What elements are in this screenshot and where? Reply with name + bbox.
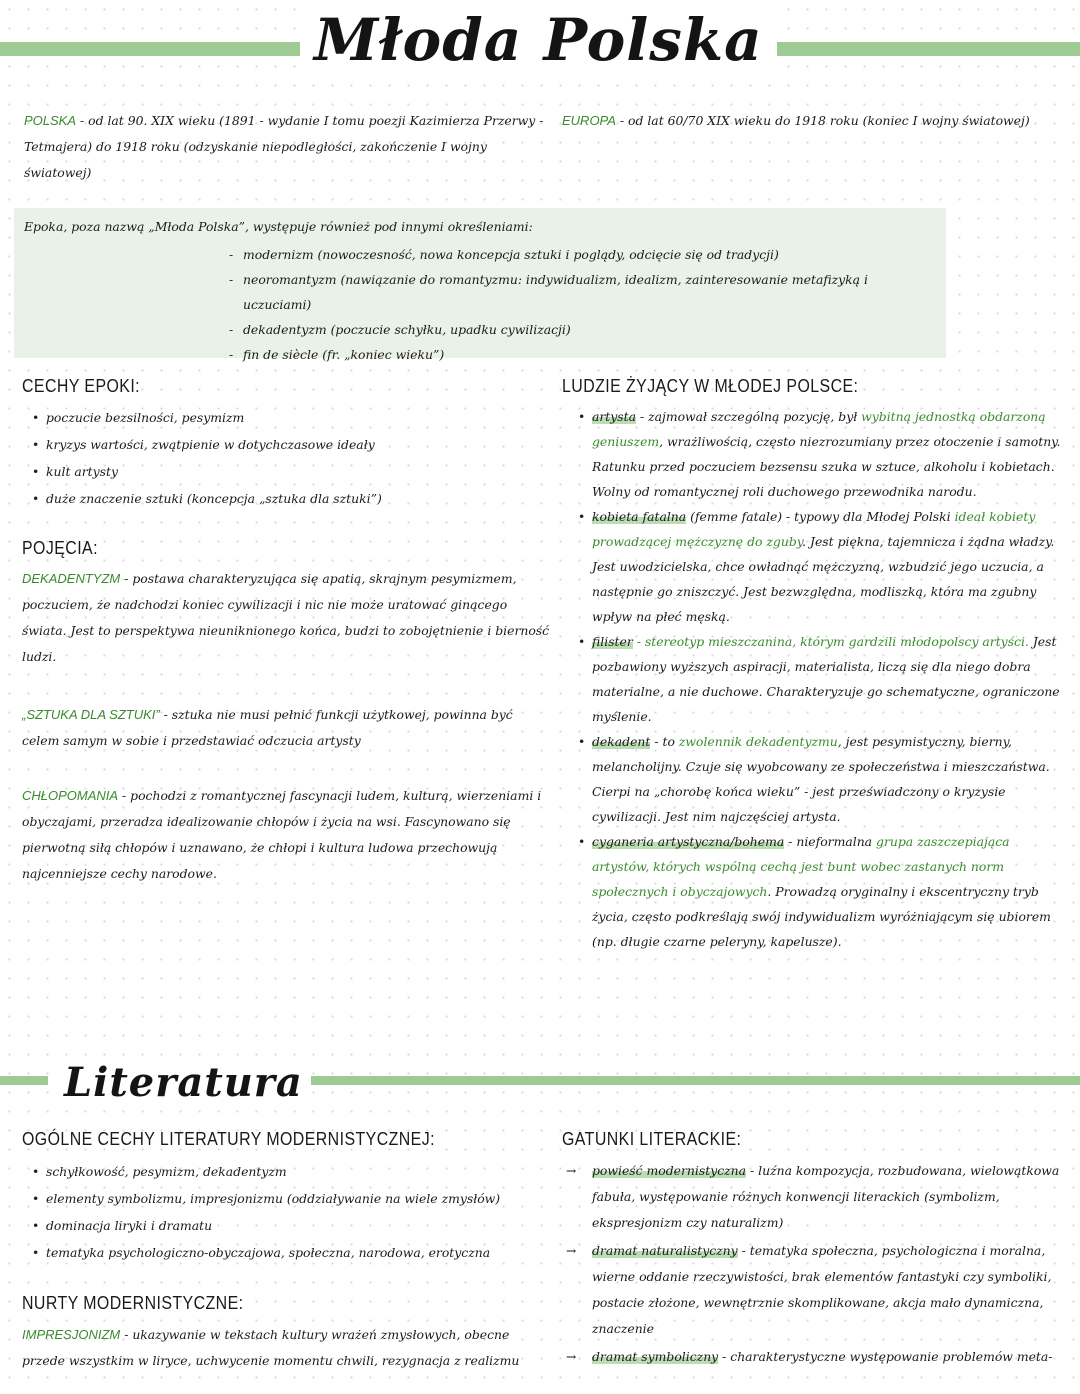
literatura-band-left bbox=[0, 1076, 48, 1085]
literatura-title: Literatura bbox=[56, 1056, 311, 1110]
europa-period bbox=[562, 108, 1067, 134]
cyganeria-text1: - nieformalna bbox=[788, 834, 873, 849]
kobieta-text1: (femme fatale) - typowy dla Młodej Polski bbox=[690, 509, 951, 524]
arrow-icon: → bbox=[566, 1243, 577, 1258]
artysta-term: artysta bbox=[592, 409, 637, 424]
epoch-name-item: - fin de siècle (fr. „koniec wieku”) bbox=[229, 342, 939, 367]
dekadent-item bbox=[576, 729, 1068, 829]
cechy-item: • poczucie bezsilności, pesymizm bbox=[30, 404, 550, 431]
chlopomania-label: CHŁOPOMANIA bbox=[22, 788, 119, 803]
ogolne-list bbox=[30, 1158, 555, 1266]
polska-text: - od lat 90. XIX wieku (1891 - wydanie I tomu poezji Kazimierza Przerwy - Tetmajera) do 1918 roku (odzyskanie niepodległości, zakończenie I wojny światowej) bbox=[24, 113, 544, 180]
gatunek-text: - charakterystyczne występowanie problemów meta- bbox=[722, 1349, 1053, 1364]
gatunek-term: powieść modernistyczna bbox=[592, 1163, 747, 1178]
dekadent-text2: , jest pesymistyczny, bierny, melancholijny. Czuje się wyobcowany ze społeczeństwa i mieszczaństwa. Cierpi na „chorobę końca wieku” - jest przeświadczony o kryzysie cywilizacji. Jest nim najczęściej artysta. bbox=[592, 734, 1050, 824]
epoch-name-item: - dekadentyzm (poczucie schyłku, upadku cywilizacji) bbox=[229, 317, 939, 342]
polska-period bbox=[24, 108, 554, 186]
impresjonizm-text: - ukazywanie w tekstach kultury wrażeń zmysłowych, obecne przede wszystkim w liryce, uchwycenie momentu chwili, rezygnacja z realizmu bbox=[22, 1327, 520, 1368]
arrow-icon: → bbox=[566, 1349, 577, 1364]
kobieta-text2: . Jest piękna, tajemnicza i żądna władzy. Jest uwodzicielska, chce owładnąć mężczyzną, wzbudzić jego uczucia, a następnie go zniszczyć. Jest bezwzględna, modliszką, która ma zgubny wpływ na płeć męską. bbox=[592, 534, 1055, 624]
chlopomania-text: - pochodzi z romantycznej fascynacji ludem, kulturą, wierzeniami i obyczajami, przeradza idealizowanie chłopów i życia na wsi. Fascynowano się pierwotną siłą chłopów i uznawano, że chłopi i kultura ludowa przechowują najcenniejsze cechy narodowe. bbox=[22, 788, 542, 881]
gatunek-text: - luźna kompozycja, rozbudowana, wielowątkowa fabuła, występowanie różnych konwencji literackich (symbolizm, ekspresjonizm czy naturalizm) bbox=[592, 1163, 1060, 1230]
sztuka-definition bbox=[22, 702, 552, 754]
epoch-names-box bbox=[14, 208, 946, 362]
ogolne-item: • schyłkowość, pesymizm, dekadentyzm bbox=[30, 1158, 555, 1185]
kobieta-item bbox=[576, 504, 1068, 629]
sztuka-text: - sztuka nie musi pełnić funkcji użytkowej, powinna być celem samym w sobie i przedstawiać odczucia artysty bbox=[22, 707, 513, 748]
cechy-list bbox=[30, 404, 550, 512]
dekadentyzm-text: - postawa charakteryzująca się apatią, skrajnym pesymizmem, poczuciem, że nadchodzi koniec cywilizacji i nic nie może uratować ginącego świata. Jest to perspektywa nieuniknionego końca, budzi to zobojętnienie i bierność ludzi. bbox=[22, 571, 550, 664]
gatunek-term: dramat naturalistyczny bbox=[592, 1243, 738, 1258]
chlopomania-definition bbox=[22, 783, 552, 887]
epoch-names-intro: Epoka, poza nazwą „Młoda Polska”, występuje również pod innymi określeniami: bbox=[24, 219, 533, 234]
impresjonizm-label: IMPRESJONIZM bbox=[22, 1327, 121, 1342]
cyganeria-green: grupa zaszczepiająca artystów, których wspólną cechą jest bunt wobec zastanych norm społecznych i obyczajowych bbox=[592, 834, 1010, 899]
ogolne-item: • dominacja liryki i dramatu bbox=[30, 1212, 555, 1239]
ogolne-heading: OGÓLNE CECHY LITERATURY MODERNISTYCZNEJ: bbox=[22, 1128, 435, 1149]
impresjonizm-definition bbox=[22, 1322, 552, 1374]
nurty-heading: NURTY MODERNISTYCZNE: bbox=[22, 1292, 244, 1313]
cyganeria-term: cyganeria artystyczna/bohema bbox=[592, 834, 785, 849]
dekadentyzm-definition bbox=[22, 566, 552, 670]
dekadentyzm-label: DEKADENTYZM bbox=[22, 571, 121, 586]
cechy-heading: CECHY EPOKI: bbox=[22, 375, 141, 396]
pojecia-heading: POJĘCIA: bbox=[22, 537, 98, 558]
dekadent-green: zwolennik dekadentyzmu bbox=[678, 734, 838, 749]
gatunek-item bbox=[566, 1238, 1068, 1342]
polska-label: POLSKA bbox=[24, 113, 77, 128]
page-title: Młoda Polska bbox=[300, 2, 777, 78]
gatunki-heading: GATUNKI LITERACKIE: bbox=[562, 1128, 742, 1149]
ludzie-list bbox=[576, 404, 1068, 954]
cyganeria-text2: . Prowadzą oryginalny i ekscentryczny tryb życia, często podkreślają swój indywidualizm wyróżniającym się ubiorem (np. długie czarne peleryny, kapelusze). bbox=[592, 884, 1051, 949]
artysta-text1: - zajmował szczególną pozycję, był bbox=[639, 409, 858, 424]
cechy-item: • duże znaczenie sztuki (koncepcja „sztuka dla sztuki”) bbox=[30, 485, 550, 512]
gatunek-item bbox=[566, 1344, 1068, 1370]
artysta-item bbox=[576, 404, 1068, 504]
ogolne-item: • tematyka psychologiczno-obyczajowa, społeczna, narodowa, erotyczna bbox=[30, 1239, 555, 1266]
filister-term: filister bbox=[592, 634, 633, 649]
gatunek-term: dramat symboliczny bbox=[592, 1349, 719, 1364]
gatunki-list bbox=[566, 1158, 1068, 1372]
epoch-name-item: - modernizm (nowoczesność, nowa koncepcja sztuki i poglądy, odcięcie się od tradycji) bbox=[229, 242, 939, 267]
filister-item bbox=[576, 629, 1068, 729]
sztuka-label: „SZTUKA DLA SZTUKI” bbox=[22, 707, 160, 722]
cechy-item: • kult artysty bbox=[30, 458, 550, 485]
literatura-band-right bbox=[296, 1076, 1080, 1085]
filister-green: - stereotyp mieszczanina, którym gardzili młodopolscy artyści. bbox=[636, 634, 1029, 649]
artysta-text2: , wrażliwością, często niezrozumiany przez otoczenie i samotny. Ratunku przed poczuciem bezsensu szuka w sztuce, alkoholu i kobietach. Wolny od romantycznej roli duchowego przewodnika narodu. bbox=[592, 434, 1061, 499]
europa-label: EUROPA bbox=[562, 113, 616, 128]
dekadent-term: dekadent bbox=[592, 734, 651, 749]
gatunek-item bbox=[566, 1158, 1068, 1236]
gatunek-text: - tematyka społeczna, psychologiczna i moralna, wierne oddanie rzeczywistości, brak elementów fantastyki czy symboliki, postacie złożone, wewnętrznie skomplikowane, akcja mało dynamiczna, znaczenie bbox=[592, 1243, 1052, 1336]
epoch-name-item: - neoromantyzm (nawiązanie do romantyzmu: indywidualizm, idealizm, zainteresowanie metafizyką i uczuciami) bbox=[229, 267, 939, 317]
dekadent-text1: - to bbox=[654, 734, 675, 749]
filister-text2: Jest pozbawiony wyższych aspiracji, materialista, liczą się dla niego dobra materialne, a nie duchowe. Charakteryzuje go schematyczne, ograniczone myślenie. bbox=[592, 634, 1060, 724]
epoch-names-list bbox=[229, 242, 939, 367]
kobieta-term: kobieta fatalna bbox=[592, 509, 687, 524]
arrow-icon: → bbox=[566, 1163, 577, 1178]
kobieta-green: ideał kobiety prowadzącej mężczyznę do zguby bbox=[592, 509, 1036, 549]
europa-text: - od lat 60/70 XIX wieku do 1918 roku (koniec I wojny światowej) bbox=[619, 113, 1030, 128]
cyganeria-item bbox=[576, 829, 1068, 954]
ogolne-item: • elementy symbolizmu, impresjonizmu (oddziaływanie na wiele zmysłów) bbox=[30, 1185, 555, 1212]
artysta-green: wybitną jednostką obdarzoną geniuszem bbox=[592, 409, 1046, 449]
ludzie-heading: LUDZIE ŻYJĄCY W MŁODEJ POLSCE: bbox=[562, 375, 859, 396]
cechy-item: • kryzys wartości, zwątpienie w dotychczasowe ideały bbox=[30, 431, 550, 458]
